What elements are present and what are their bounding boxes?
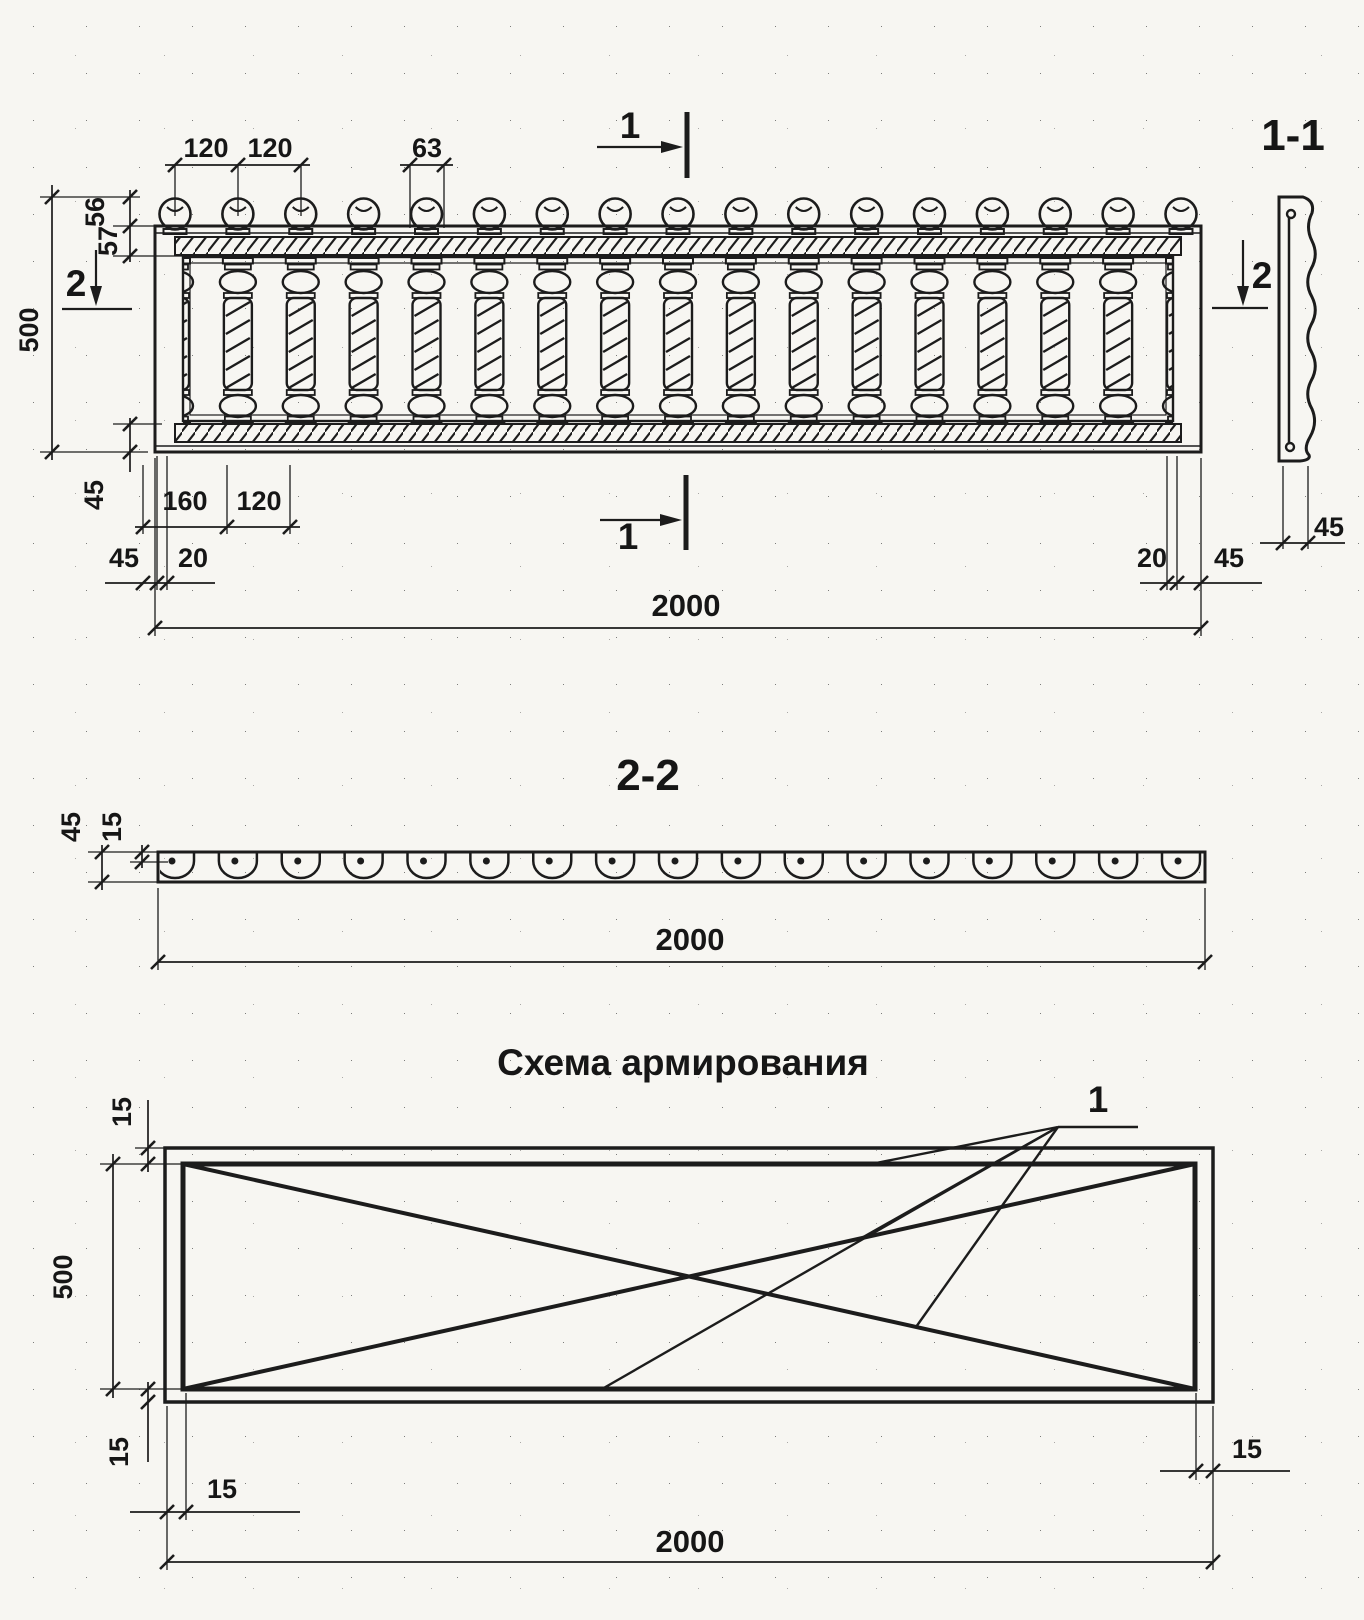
dim-knob-height: 56 (80, 196, 110, 228)
dim-rail-height: 57 (93, 225, 123, 257)
baluster-bodies (157, 258, 1199, 428)
dim-spacing-a: 120 (183, 133, 229, 163)
dim-reinf-right-offset: 15 (1231, 1434, 1263, 1464)
dim-reinf-bottom-offset: 15 (104, 1436, 134, 1468)
baluster-knobs (160, 199, 1197, 235)
dim-total-length: 2000 (651, 588, 721, 623)
dim-bottom-20-right: 20 (1136, 543, 1168, 573)
dim-reinf-total: 2000 (655, 1524, 725, 1559)
rope-bands (175, 237, 1181, 442)
section-marker-2-left: 2 (65, 263, 87, 304)
dim-bottom-120: 120 (236, 486, 282, 516)
dim-bottom-160: 160 (162, 486, 208, 516)
dim-bottom-45-left: 45 (108, 543, 140, 573)
dim-bottom-45-right: 45 (1213, 543, 1245, 573)
dim-strip-total: 2000 (655, 922, 725, 957)
dim-reinf-top-offset: 15 (107, 1096, 137, 1128)
reinforcement-title: Схема армирования (497, 1042, 869, 1083)
section-marker-1-top: 1 (619, 105, 641, 146)
rebar-callout-1: 1 (1087, 1079, 1109, 1120)
section-2-2-strip (156, 852, 1205, 882)
dim-reinf-left-offset: 15 (206, 1474, 238, 1504)
section-2-2-title: 2-2 (616, 751, 680, 800)
dim-base-height: 45 (79, 479, 109, 511)
dim-panel-height: 500 (14, 307, 44, 353)
section-1-1-title: 1-1 (1261, 111, 1325, 160)
dim-strip-15: 15 (97, 811, 127, 843)
reinforcement-scheme (165, 1127, 1213, 1402)
dim-reinf-height: 500 (48, 1254, 78, 1300)
dim-bottom-20-left: 20 (177, 543, 209, 573)
dim-spacing-b: 120 (247, 133, 293, 163)
dim-baluster-width: 63 (411, 133, 443, 163)
dim-profile-45: 45 (1313, 512, 1345, 542)
section-marker-1-bottom: 1 (617, 516, 639, 557)
section-1-1-profile (1279, 197, 1315, 461)
dim-strip-45: 45 (56, 811, 86, 843)
section-marker-2-right: 2 (1251, 255, 1273, 296)
